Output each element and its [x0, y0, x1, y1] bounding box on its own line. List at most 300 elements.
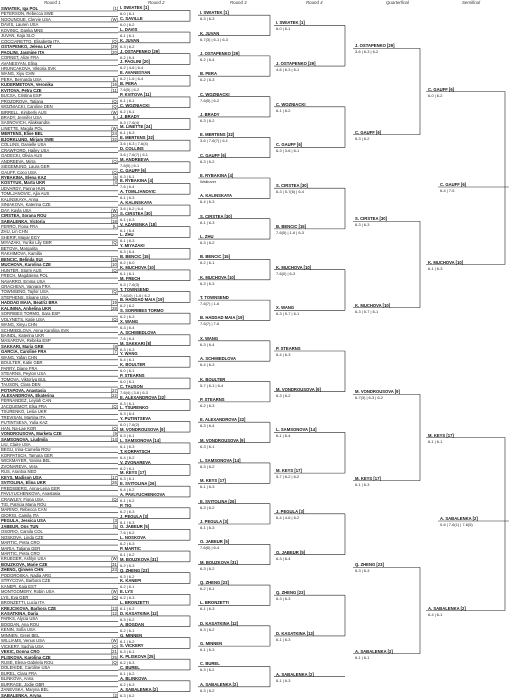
qf-score: 3-6 | 6-3 | 6-2	[355, 49, 379, 55]
r3-score: 6-4 | 6-3	[200, 199, 215, 205]
r1-player-name: TIG, Patricia Maria ROU	[1, 501, 47, 507]
r4-score: 6-1 | 6-2	[276, 107, 291, 113]
r3-score: 6-3 | 6-3	[200, 280, 215, 286]
r3-winner-name: C. WOZNIACKI	[200, 91, 230, 97]
r4-score: 6-0 | 6-1	[276, 26, 291, 32]
r4-score: 6-1 | 6-3	[276, 636, 291, 642]
r1-player-name: PODOROSKA, Nadia ARG	[1, 572, 52, 578]
r2-winner-name: A. SABALENKA [2]	[120, 686, 158, 692]
r4-score: 6-1 | 6-4	[276, 433, 291, 439]
r1-player-name: GADECKI, Olivia AUS	[1, 153, 43, 159]
r2-score: 6-2 | 1-6 | 6-4	[120, 76, 144, 82]
r2-winner-name: K. MUCHOVA [10]	[120, 264, 156, 270]
r2-winner-name: K. KANEPI	[120, 578, 142, 584]
r2-score: 6-4 | 6-1	[120, 357, 135, 363]
r2-winner-name: D. COLLINS	[120, 145, 144, 151]
r1-player-seed: (L)	[112, 76, 118, 82]
r2-winner-name: P. STEARNS	[120, 373, 145, 379]
r1-player-name: AVANESYAN, Elina	[1, 60, 38, 66]
r2-winner-name: D. KASATKINA [12]	[120, 610, 159, 616]
r1-player-name: JABEUR, Ons TUN	[1, 523, 39, 529]
round-header-qf: Quarterfinal	[386, 0, 409, 5]
r1-player-seed: [8]	[113, 343, 118, 349]
r3-winner-name: E. SVITOLINA [26]	[200, 498, 236, 504]
r3-winner-name: J. BRADY	[200, 111, 220, 117]
r2-winner-name: S. VICKERY	[120, 643, 144, 649]
r2-score: 6-2 | 6-3	[120, 562, 135, 568]
r3-score: 3-6 | 7-6(7) | 6-1	[200, 138, 228, 144]
r3-winner-name: I. SWIATEK [1]	[200, 10, 229, 16]
r3-winner-name: K. MUCHOVA [10]	[200, 274, 236, 280]
r2-score: 6-3 | 6-2	[120, 616, 135, 622]
r1-player-seed: (Q)	[111, 289, 118, 295]
r1-player-seed: [5]	[113, 523, 118, 529]
r1-player-seed: [16]	[111, 82, 118, 88]
r4-winner-name: S. CIRSTEA [30]	[276, 183, 308, 189]
r1-player-name: RUSE, Elena-Gabriela ROU	[1, 660, 54, 665]
r2-score: 6-3 | 6-1	[120, 649, 135, 655]
r1-player-name: CIRSTEA, Sorana ROU	[1, 213, 47, 219]
r1-player-name: MARINO, Rebecca CAN	[1, 507, 47, 513]
r1-player-name: ZANEVSKA, Maryna BEL	[1, 687, 49, 693]
r2-score: 7-6(10) | 1-6 | 6-2	[120, 292, 151, 298]
r1-player-name: SHERIF, Mayar EGY	[1, 234, 40, 240]
r1-player-name: BAINDL, Katerina UKR	[1, 333, 45, 338]
r1-player-name: NGOUNOUE, Clervie USA	[1, 16, 51, 22]
sf-winner-name: K. MUCHOVA [10]	[428, 259, 464, 265]
r1-player-name: WANG, Xiyu CHN	[1, 71, 35, 77]
r3-score: 6-3 | 6-2	[200, 504, 215, 510]
r2-winner-name: C. TAUSON	[120, 383, 143, 389]
sf-winner-name: A. SABALENKA [2]	[428, 605, 466, 611]
sf-winner-name: C. GAUFF [6]	[428, 86, 455, 92]
sf-score: 6-1 | 6-3	[428, 265, 443, 271]
r1-player-name: HRUNCAKOVA, Viktoria SVK	[1, 65, 56, 71]
r1-player-name: OSTAPENKO, Jelena LAT	[1, 44, 52, 50]
r1-player-seed: [2]	[113, 692, 118, 698]
r1-player-name: LINETTE, Magda POL	[1, 125, 43, 131]
r1-player-seed: (W)	[111, 589, 118, 595]
r1-player-name: MINNEN, Greet BEL	[1, 632, 40, 638]
r1-player-name: PETERSON, Rebecca SWE	[1, 11, 54, 17]
r1-player-name: SCHMIEDLOVA, Anna Karolina SVK	[1, 327, 70, 333]
r1-player-name: OSORIO, Camila COL	[1, 529, 43, 535]
r2-score: 6-1 | 6-3	[120, 130, 135, 136]
r1-player-name: MONTGOMERY, Robin USA	[1, 589, 55, 595]
r2-winner-name: E. RYBAKINA [4]	[120, 178, 154, 184]
r2-score: 6-2 | 6-3	[120, 660, 135, 666]
r3-score: 6-1 | 6-3	[200, 647, 215, 653]
r1-player-name: BETOVA, Margarita	[1, 245, 38, 251]
r1-player-name: PAOLINI, Jasmine ITA	[1, 49, 45, 55]
r1-player-name: TREVISAN, Martina ITA	[1, 414, 46, 420]
r1-player-name: GIORGI, Camila ITA	[1, 512, 39, 518]
r1-player-seed: [27]	[111, 387, 118, 393]
r1-player-name: BURRAGE, Jodie GBR	[1, 681, 45, 687]
r1-player-name: HAN, Na-Lae KOR	[1, 425, 37, 431]
r2-winner-name: M. ANDREEVA	[120, 156, 149, 162]
r1-player-name: PARKS, Alycia USA	[1, 616, 38, 622]
r3-score: 6-2 | 6-1	[200, 260, 215, 266]
round-header-1: Round 1	[44, 0, 61, 5]
r4-score: 7-6(5) | 1-6 | 6-3	[276, 229, 304, 235]
qf-score: 6-3 | 6-2	[355, 135, 370, 141]
round-header-4: Round 4	[306, 0, 323, 5]
r2-score: 6-1 | 6-3	[120, 216, 135, 222]
r1-player-seed: (W)	[111, 16, 118, 22]
r3-score: 6-3 | 6-4	[200, 423, 215, 429]
r1-player-seed: (Q)	[111, 403, 118, 409]
r2-score: 6-3 | 6-1	[120, 476, 135, 482]
r1-player-name: WANG, Yafan CHN	[1, 354, 37, 360]
r1-player-name: ZVONAREVA, Vera	[1, 463, 38, 469]
r3-winner-name: E. ALEXANDROVA [22]	[200, 417, 246, 423]
r2-score: 3-6 | 7-6(7) | 6-1	[120, 151, 148, 157]
r1-player-seed: [12]	[111, 610, 118, 616]
r2-score: 6-3 | 6-3	[120, 346, 135, 352]
r4-score: 6-3 | 6-4	[276, 555, 291, 561]
r2-score: 6-3 | 6-2	[120, 573, 135, 579]
r1-player-name: COCCIARETTO, Elisabetta ITA	[1, 38, 60, 44]
r1-player-name: WANG, Xinyu CHN	[1, 322, 37, 328]
r1-player-name: KOSTYUK, Marta UKR	[1, 180, 46, 186]
r1-player-name: GAUFF, Coco USA	[1, 169, 37, 175]
r1-player-name: VEKIC, Donna CRO	[1, 649, 40, 655]
r1-player-name: SABALENKA, Aryna	[1, 692, 42, 698]
r2-winner-name: M. FRECH	[120, 275, 141, 281]
r3-winner-name: E. RYBAKINA [4]	[200, 173, 234, 178]
r2-score: 6-1 | 6-2	[120, 552, 135, 558]
r3-score: 7-6(6) | 6-4	[200, 545, 220, 551]
r1-player-seed: [20]	[111, 49, 118, 55]
r2-winner-name: M. SAKKARI [8]	[120, 340, 152, 346]
qf-score: 6-1 | 6-3	[355, 481, 370, 487]
r3-winner-name: B. HADDAD MAIA [19]	[200, 315, 244, 321]
r1-player-name: DAY, Kayla USA	[1, 207, 32, 213]
r3-winner-name: C. GAUFF [6]	[200, 152, 227, 158]
r2-winner-name: P. MARTIC	[120, 546, 141, 552]
r1-player-seed: (Q)	[111, 660, 118, 665]
r1-player-name: NOSKOVA, Linda CZE	[1, 534, 44, 540]
r1-player-name: CRAWLEY, Fiona USA	[1, 496, 44, 502]
r2-winner-name: J. PAOLINI [20]	[120, 59, 150, 65]
r1-player-name: MARIA, Tatjana GER	[1, 545, 41, 551]
sf-score: 6-1 | 6-1	[428, 438, 443, 444]
r3-winner-name: A. SABALENKA [2]	[200, 681, 238, 687]
r1-player-name: BOGDAN, Ana ROU	[1, 621, 40, 627]
r1-player-name: BJORKLUND, Mirjam SWE	[1, 136, 54, 142]
r1-player-seed: [14]	[111, 436, 118, 442]
r4-winner-name: J. OSTAPENKO [29]	[276, 61, 316, 67]
qf-winner-name: Q. ZHENG [23]	[355, 562, 384, 568]
r2-score: 6-2 | 4-6 | 6-4	[120, 65, 144, 71]
r1-player-seed: [19]	[111, 300, 118, 306]
r1-player-seed: (L)	[112, 224, 118, 229]
r3-winner-name: A. SCHMIEDLOVA	[200, 356, 236, 362]
r3-score: 7-6(7) | 1-6	[200, 301, 220, 307]
r3-score: 6-2 | 6-1	[200, 586, 215, 592]
r2-score: 6-3 | 6-1	[120, 400, 135, 406]
r1-player-seed: (W)	[111, 207, 118, 213]
r1-player-name: RUS, Arantxa NED	[1, 469, 37, 475]
r2-winner-name: A. SCHMIEDLOVA	[120, 329, 156, 335]
r2-winner-name: T. TOWNSEND	[120, 286, 149, 292]
r1-player-name: MIYAZAKI, Yuriko Lily GBR	[1, 240, 52, 246]
r1-player-name: MERTENS, Elise BEL	[1, 131, 44, 137]
r2-score: 6-3 | 7-6(4)	[120, 119, 140, 125]
qf-winner-name: S. CIRSTEA [30]	[355, 216, 387, 222]
r1-player-name: KASATKINA, Daria	[1, 610, 39, 616]
r2-score: 6-4 | 6-2	[120, 454, 135, 460]
r1-player-name: CRAWFORD, Hailey USA	[1, 147, 50, 153]
r1-player-seed: (Q)	[111, 158, 118, 164]
r2-winner-name: L. SAMSONOVA [14]	[120, 437, 161, 443]
r2-score: 6-0 | 6-1	[120, 379, 135, 385]
r2-score: 7-6 | 6-2	[120, 530, 135, 536]
r1-player-name: GARCIA, Caroline FRA	[1, 349, 47, 355]
r2-winner-name: E. ALEXANDROVA [22]	[120, 394, 166, 400]
qf-winner-name: A. SABALENKA [2]	[355, 648, 393, 654]
r1-player-name: UDVARDY, Panna HUN	[1, 185, 46, 191]
r1-player-name: NAVARRO, Emma USA	[1, 278, 46, 284]
r1-player-name: TSURENKO, Lesia UKR	[1, 409, 47, 415]
r2-winner-name: T. KORPATSCH	[120, 448, 151, 454]
r1-player-name: PEGULA, Jessica USA	[1, 518, 46, 524]
r1-player-seed: [11]	[111, 87, 118, 93]
final-winner-name: C. GAUFF [6]	[440, 182, 467, 187]
r2-score: 6-3 | 6-2	[120, 43, 135, 49]
r2-winner-name: A. KALINSKAYA	[120, 200, 153, 206]
r1-player-seed: (Q)	[111, 496, 118, 502]
r2-winner-name: S. SORRIBES TORMO	[120, 308, 164, 314]
r2-winner-name: Y. WANG	[120, 351, 138, 357]
r3-score: 6-1 | 6-3	[200, 484, 215, 490]
r1-player-name: PUTINTSEVA, Yulia KAZ	[1, 420, 48, 426]
qf-score: 6-3 | 6-3	[355, 568, 370, 574]
r1-player-seed: [30]	[111, 213, 118, 219]
r2-winner-name: Q. ZHENG [23]	[120, 567, 149, 573]
r4-winner-name: X. WANG	[276, 305, 295, 311]
r2-score: 6-3 | 6-4	[120, 249, 135, 255]
r4-score: 6-3 | 6-3	[276, 596, 291, 602]
r1-player-name: JUVAN, Kaja SLO	[1, 33, 35, 39]
r3-winner-name: O. JABEUR [5]	[200, 539, 230, 545]
r1-player-seed: [24]	[111, 131, 118, 137]
r4-score: 6-4 | 4-6 | 6-2	[276, 514, 300, 520]
r1-player-name: CORNET, Alize FRA	[1, 55, 39, 61]
r2-score: 6-1 | 6-3	[120, 519, 135, 525]
r1-player-name: BOULTER, Katie GBR	[1, 360, 43, 366]
r3-score: 7-6(5) | 6-2	[200, 97, 220, 103]
r1-player-seed: (Q)	[111, 240, 118, 246]
r1-player-name: FREDSBERG, Anna-Lena GER	[1, 485, 60, 491]
r1-player-name: KALINSKAYA, Anna	[1, 196, 39, 202]
r1-player-name: PERA, Bernarda USA	[1, 76, 42, 82]
r1-player-name: ZHENG, Qinwen CHN	[1, 567, 44, 573]
r4-score: 6-1 | 6-3	[276, 677, 291, 683]
qf-score: 6-3 | 5-7 | 6-1	[355, 308, 379, 314]
r2-score: 6-2 | 6-3	[120, 508, 135, 514]
r3-winner-name: C. BUREL	[200, 661, 220, 667]
r2-winner-name: V. ZVONAREVA	[120, 459, 151, 465]
r1-player-seed: (Q)	[111, 98, 118, 104]
r3-winner-name: L. SAMSONOVA [14]	[200, 457, 241, 463]
r1-player-seed: [22]	[111, 392, 118, 398]
r2-score: 6-0 | 6-1	[120, 11, 135, 17]
r2-winner-name: B. HADDAD MAIA [19]	[120, 297, 164, 303]
r3-score: 6-2 | 6-3	[200, 77, 215, 83]
r1-player-name: KANEPI, Kaia EST	[1, 583, 37, 589]
r3-winner-name: L. BRONZETTI	[200, 600, 229, 606]
r2-winner-name: L. TSURENKO	[120, 405, 149, 411]
qf-winner-name: C. GAUFF [6]	[355, 129, 382, 135]
r1-player-seed: [6]	[113, 174, 118, 180]
r3-winner-name: D. KASATKINA [12]	[200, 620, 239, 626]
r3-winner-name: M. BOUZKOVA [31]	[200, 559, 238, 565]
r3-winner-name: B. BENCIC [15]	[200, 254, 231, 260]
r2-score: 6-3 | 7-6(3)	[120, 281, 140, 287]
r1-player-seed: (Q)	[111, 594, 118, 600]
r2-score: 6-3 | 6-1	[120, 173, 135, 179]
r1-player-seed: (Q)	[111, 104, 118, 110]
r3-score: 6-3 | 6-2	[200, 463, 215, 469]
r1-player-name: LYS, Eva GER	[1, 594, 29, 600]
r4-winner-name: I. SWIATEK [1]	[276, 20, 305, 26]
r4-winner-name: Q. ZHENG [23]	[276, 590, 305, 596]
r1-player-name: WILLIAMS, Venus USA	[1, 638, 45, 644]
r4-score: 5-7 | 6-2 | 6-2	[276, 474, 300, 480]
r2-score: 6-0 | 6-2	[120, 22, 135, 28]
r1-player-name: SIEGEMUND, Laura GER	[1, 164, 50, 170]
r1-player-seed: (Q)	[111, 38, 118, 44]
r2-score: 6-1 | 6-3	[120, 238, 135, 244]
r2-score: 6-1 | 6-2	[120, 670, 135, 676]
r1-player-name: DOLEHIDE, Caroline USA	[1, 665, 51, 671]
r2-winner-name: K. BOULTER	[120, 362, 146, 368]
r4-winner-name: C. GAUFF [6]	[276, 142, 303, 148]
final-score: 6-4 | 7-5	[440, 188, 455, 193]
r3-score: 6-3 | 6-2	[200, 158, 215, 164]
r1-player-seed: [31]	[111, 561, 118, 567]
r3-score: 6-1 | 6-3	[200, 219, 215, 225]
r1-player-name: SINIAKOVA, Katerina CZE	[1, 202, 51, 208]
r3-winner-name: G. MINNEN	[200, 641, 223, 647]
r1-player-name: PARRY, Diane FRA	[1, 365, 38, 371]
r4-winner-name: A. SABALENKA [2]	[276, 671, 314, 677]
r3-score: 6-3 | 6-2	[200, 117, 215, 123]
r1-player-name: BIRRELL, Kimberly AUS	[1, 109, 47, 115]
r3-winner-name: A. KALINSKAYA	[200, 193, 233, 199]
r3-score: 6-1 | 6-3	[200, 606, 215, 612]
sf-score: 6-0 | 6-2	[428, 92, 443, 98]
r2-winner-name: G. MINNEN	[120, 632, 143, 638]
r1-player-seed: (Q)	[111, 643, 118, 649]
r2-winner-name: C. BUREL	[120, 664, 140, 670]
sf-winner-name: M. KEYS [17]	[428, 432, 454, 438]
r2-winner-name: S. CIRSTEA [30]	[120, 210, 152, 216]
r1-player-name: KREJCIKOVA, Barbora CZE	[1, 605, 57, 611]
r3-score: 6-3 | 6-2	[200, 626, 215, 632]
qf-winner-name: K. MUCHOVA [10]	[355, 302, 391, 308]
r2-score: 6-2 | 6-2	[120, 303, 135, 309]
r1-player-name: COLLINS, Danielle USA	[1, 142, 47, 148]
r2-score: 7-6 | 6-4	[120, 335, 135, 341]
r3-score: 6-3 | 6-3	[200, 16, 215, 22]
r3-winner-name: B. PERA	[200, 71, 217, 77]
r4-winner-name: M. VONDROUSOVA [9]	[276, 386, 321, 392]
r3-score: 6-7(3) | 6-1 | 6-3	[200, 36, 228, 42]
r4-winner-name: M. KEYS [17]	[276, 468, 302, 474]
r1-player-name: DAVIS, Lauren USA	[1, 22, 39, 28]
r2-score: 6-2 | 6-3	[120, 681, 135, 687]
r1-player-name: MUCHOVA, Karolina CZE	[1, 262, 51, 268]
r1-player-name: PROZOROVA, Tatiana	[1, 98, 44, 104]
r1-player-name: BUREL, Clara FRA	[1, 670, 37, 676]
r4-score: 6-3 | 3-6 | 6-1	[276, 148, 300, 154]
r1-player-seed: (W)	[111, 125, 118, 131]
r1-player-name: PAVLYUCHENKOVA, Anastasia	[1, 491, 61, 497]
r2-winner-name: A. BLINKOVA	[120, 675, 147, 681]
r2-winner-name: J. OSTAPENKO [29]	[120, 48, 160, 54]
r1-player-name: MARTIC, Petra CRO	[1, 540, 40, 546]
r4-score: 6-3 | 6-2	[276, 392, 291, 398]
r2-score: 6-3 | 6-4	[120, 411, 135, 417]
r3-winner-name: S. CIRSTEA [30]	[200, 213, 232, 219]
r1-player-name: TOWNSEND, Taylor USA	[1, 289, 49, 295]
r1-player-name: MASAROVA, Rebeka ESP	[1, 338, 51, 344]
r1-player-name: KVITOVA, Petra CZE	[1, 87, 42, 93]
r2-winner-name: C. WOZNIACKI	[120, 102, 150, 108]
r1-player-name: SAMSONOVA, Liudmila	[1, 436, 48, 442]
r1-player-seed: [18]	[111, 218, 118, 224]
r3-winner-name: P. STEARNS	[200, 396, 225, 402]
r1-player-name: KEYS, Madison USA	[1, 474, 42, 480]
r1-player-seed: (Q)	[111, 169, 118, 175]
r2-winner-name: A. BOGDAN	[120, 621, 144, 627]
r2-winner-name: J. PEGULA [3]	[120, 513, 149, 519]
r3-score: 6-3 | 6-2	[200, 240, 215, 246]
r2-score: 3-6 | 6-2 | 6-4	[120, 206, 144, 212]
r1-player-seed: [21]	[111, 649, 118, 655]
r3-score: 6-1 | 6-3	[200, 525, 215, 530]
r3-score: 5-7 | 6-1 | 6-4	[200, 382, 224, 388]
r2-score: 6-1 | 6-1	[120, 33, 135, 39]
r3-winner-name: J. PEGULA [3]	[200, 519, 229, 524]
r4-winner-name: L. SAMSONOVA [14]	[276, 427, 317, 433]
r2-score: 3-6 | 6-3 | 7-6(4)	[120, 141, 148, 147]
r2-winner-name: Y. PUTINTSEVA	[120, 416, 151, 422]
r2-winner-name: E. SVITOLINA [26]	[120, 481, 156, 487]
r1-player-name: WOZNIACKI, Caroline DEN	[1, 104, 53, 110]
r2-winner-name: E. MERTENS [32]	[120, 135, 155, 141]
r1-player-seed: [4]	[113, 180, 118, 186]
r1-player-seed: [28]	[111, 305, 118, 311]
r4-score: 6-4 | 6-3	[276, 352, 291, 357]
r2-score: 6-2 | 6-1	[120, 108, 135, 114]
r2-score: 6-1 | 6-3	[120, 195, 135, 201]
r1-player-seed: (L)	[112, 115, 118, 120]
r2-score: 6-1 | 6-1	[120, 270, 135, 276]
r1-player-seed: [7]	[113, 349, 118, 355]
r1-player-name: JACQUEMOT, Elsa FRA	[1, 403, 47, 409]
r3-winner-name: K. JUVAN	[200, 30, 220, 36]
r4-winner-name: C. WOZNIACKI	[276, 101, 306, 107]
r2-score: 6-1 | 6-4	[120, 227, 135, 233]
r1-player-seed: [10]	[111, 262, 118, 268]
r4-score: 4-6 | 6-3 | 6-1	[276, 67, 300, 73]
r2-winner-name: M. LINETTE [24]	[120, 124, 152, 130]
r2-winner-name: K. PLISKOVA [25]	[120, 654, 155, 660]
